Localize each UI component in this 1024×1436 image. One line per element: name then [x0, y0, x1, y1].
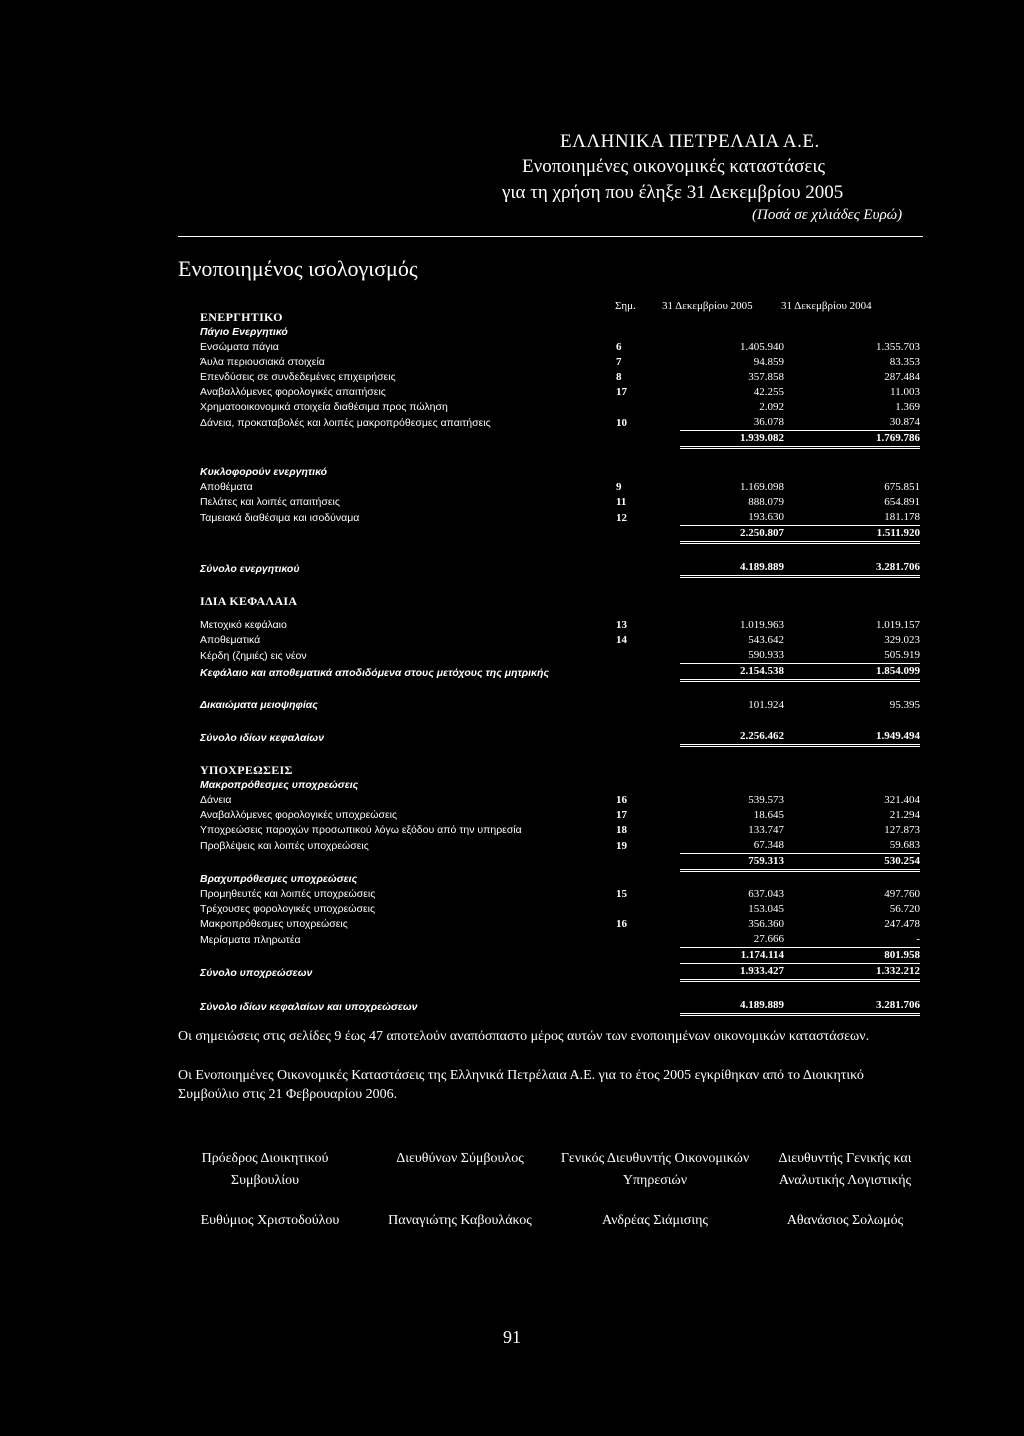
row-value-2004: 21.294 — [889, 809, 920, 821]
signature-title-4: Διευθυντής Γενικής και Αναλυτικής Λογιστικής — [778, 1151, 912, 1188]
row-value-2005: 193.630 — [680, 510, 794, 526]
balance-sheet-table — [200, 310, 920, 1016]
row-value-2004: 56.720 — [889, 903, 920, 915]
row-note: 16 — [616, 918, 627, 930]
report-title: Ενοποιημένες οικονομικές καταστάσεις — [522, 156, 825, 177]
row-value-2004 — [794, 778, 920, 793]
table-row — [200, 729, 920, 746]
row-value-2005: 2.154.538 — [680, 664, 794, 681]
row-value-2005: 133.747 — [748, 824, 784, 836]
table-row — [200, 854, 920, 871]
row-value-2004: 1.769.786 — [794, 431, 920, 448]
row-note: 15 — [616, 888, 627, 900]
table-row — [200, 633, 920, 648]
row-note — [616, 778, 680, 793]
row-value-2005: 153.045 — [748, 903, 784, 915]
row-label — [200, 854, 616, 871]
row-label: Μετοχικό κεφάλαιο — [200, 619, 287, 631]
row-value-2005: 356.360 — [748, 918, 784, 930]
row-label: Κέρδη (ζημιές) εις νέον — [200, 649, 307, 662]
row-label: Σύνολο ενεργητικού — [200, 562, 300, 575]
row-value-2005: 2.250.807 — [680, 526, 794, 543]
table-row — [200, 664, 920, 681]
row-value-2005: 1.169.098 — [740, 481, 784, 493]
row-label: Κυκλοφορούν ενεργητικό — [200, 466, 328, 478]
row-value-2005: 888.079 — [748, 496, 784, 508]
col-header-note: Σημ. — [615, 300, 636, 312]
row-note — [616, 948, 680, 964]
row-value-2005: 1.939.082 — [680, 431, 794, 448]
row-value-2005: 18.645 — [753, 809, 784, 821]
row-note — [616, 465, 680, 480]
row-label: ΕΝΕΡΓΗΤΙΚΟ — [200, 310, 283, 324]
row-label — [200, 948, 616, 964]
row-value-2005: 1.933.427 — [680, 964, 794, 981]
signature-name-1: Ευθύμιος Χριστοδούλου — [200, 1213, 340, 1228]
row-value-2004: 287.484 — [884, 371, 920, 383]
header-divider — [178, 236, 923, 237]
row-note — [616, 560, 680, 577]
row-note: 6 — [616, 341, 622, 353]
notes-paragraph-1: Οι σημειώσεις στις σελίδες 9 έως 47 αποτελούν αναπόσπαστο μέρος αυτών των ενοποιημένων οικονομικών καταστάσεων. — [178, 1029, 870, 1044]
row-value-2004 — [794, 763, 920, 778]
table-row — [200, 964, 920, 981]
table-row — [200, 778, 920, 793]
row-note: 19 — [616, 839, 627, 852]
row-value-2004 — [794, 465, 920, 480]
table-row — [200, 823, 920, 838]
row-value-2004 — [794, 871, 920, 888]
row-note — [616, 400, 680, 415]
balance-sheet-title: Ενοποιημένος ισολογισμός — [178, 256, 418, 281]
row-label: Χρηματοοικονομικά στοιχεία διαθέσιμα προς πώληση — [200, 401, 448, 413]
row-value-2005: 1.174.114 — [680, 948, 794, 964]
table-row — [200, 310, 920, 325]
row-value-2005 — [680, 871, 794, 888]
row-value-2005: 1.019.963 — [740, 619, 784, 631]
table-row — [200, 510, 920, 526]
row-value-2005: 590.933 — [680, 648, 794, 664]
row-label: Δικαιώματα μειοψηφίας — [200, 699, 318, 711]
row-label: Μακροπρόθεσμες υποχρεώσεις — [200, 918, 348, 930]
row-label: Αποθεματικά — [200, 634, 261, 646]
row-value-2005: 94.859 — [753, 356, 784, 368]
row-note — [616, 648, 680, 664]
table-row — [200, 400, 920, 415]
row-note: 14 — [616, 634, 627, 646]
row-label: Μακροπρόθεσμες υποχρεώσεις — [200, 779, 359, 791]
row-value-2005: 543.642 — [748, 634, 784, 646]
row-value-2004: 1.949.494 — [794, 729, 920, 746]
company-name: ΕΛΛΗΝΙΚΑ ΠΕΤΡΕΛΑΙΑ Α.Ε. — [560, 131, 820, 152]
row-value-2005: 27.666 — [680, 932, 794, 948]
row-label: Τρέχουσες φορολογικές υποχρεώσεις — [200, 903, 376, 915]
col-header-2004: 31 Δεκεμβρίου 2004 — [781, 300, 872, 312]
page-number: 91 — [503, 1327, 521, 1347]
table-row — [200, 998, 920, 1015]
row-value-2005 — [680, 763, 794, 778]
row-value-2004: 530.254 — [794, 854, 920, 871]
signature-name-2: Παναγιώτης Καβουλάκος — [388, 1213, 532, 1228]
row-note: 7 — [616, 356, 622, 368]
row-value-2004: 3.281.706 — [794, 998, 920, 1015]
table-row — [200, 370, 920, 385]
row-value-2005: 1.405.940 — [740, 341, 784, 353]
table-row — [200, 648, 920, 664]
row-note: 9 — [616, 481, 622, 493]
signature-title-1: Πρόεδρος Διοικητικού Συμβουλίου — [201, 1151, 329, 1188]
row-note: 8 — [616, 371, 622, 383]
row-value-2004: 1.369 — [895, 401, 920, 413]
table-row — [200, 495, 920, 510]
row-value-2005: 36.078 — [680, 415, 794, 431]
table-row — [200, 355, 920, 370]
row-label: Προβλέψεις και λοιπές υποχρεώσεις — [200, 839, 369, 852]
row-note: 12 — [616, 511, 627, 524]
table-row — [200, 385, 920, 400]
row-value-2004: - — [794, 932, 920, 948]
table-row — [200, 594, 920, 609]
row-note: 13 — [616, 619, 627, 631]
row-value-2004: 83.353 — [889, 356, 920, 368]
table-row — [200, 431, 920, 448]
table-row — [200, 902, 920, 917]
row-note: 11 — [616, 496, 627, 508]
row-label: Μερίσματα πληρωτέα — [200, 933, 301, 946]
row-value-2004: 127.873 — [884, 824, 920, 836]
table-row — [200, 763, 920, 778]
signature-title-2: Διευθύνων Σύμβουλος — [396, 1151, 524, 1166]
row-value-2004: 321.404 — [884, 794, 920, 806]
table-row — [200, 526, 920, 543]
row-value-2005: 67.348 — [680, 838, 794, 854]
row-value-2005: 4.189.889 — [680, 560, 794, 577]
row-value-2005: 4.189.889 — [680, 998, 794, 1015]
row-label: Επενδύσεις σε συνδεδεμένες επιχειρήσεις — [200, 371, 396, 383]
row-label: Προμηθευτές και λοιπές υποχρεώσεις — [200, 888, 376, 900]
row-value-2005: 759.313 — [680, 854, 794, 871]
row-value-2004: 675.851 — [884, 481, 920, 493]
table-row — [200, 917, 920, 932]
row-label: ΙΔΙΑ ΚΕΦΑΛΑΙΑ — [200, 594, 298, 608]
table-row — [200, 480, 920, 495]
row-value-2004: 505.919 — [794, 648, 920, 664]
row-label: Βραχυπρόθεσμες υποχρεώσεις — [200, 873, 358, 885]
row-label — [200, 526, 616, 543]
row-note — [616, 964, 680, 981]
table-row — [200, 932, 920, 948]
row-label: ΥΠΟΧΡΕΩΣΕΙΣ — [200, 763, 293, 777]
table-row — [200, 415, 920, 431]
table-row — [200, 793, 920, 808]
row-value-2004: 247.478 — [884, 918, 920, 930]
signature-name-4: Αθανάσιος Σολωμός — [786, 1213, 904, 1228]
table-row — [200, 698, 920, 713]
row-note: 17 — [616, 809, 627, 821]
row-value-2005: 2.256.462 — [680, 729, 794, 746]
row-label: Αναβαλλόμενες φορολογικές απαιτήσεις — [200, 386, 386, 398]
row-value-2004: 181.178 — [794, 510, 920, 526]
table-row — [200, 325, 920, 340]
row-note: 17 — [616, 386, 627, 398]
row-value-2004: 59.683 — [794, 838, 920, 854]
row-note — [616, 325, 680, 340]
table-row — [200, 838, 920, 854]
table-row — [200, 560, 920, 577]
row-value-2004 — [794, 310, 920, 325]
row-note — [616, 763, 680, 778]
row-label: Δάνεια, προκαταβολές και λοιπές μακροπρόθεσμες απαιτήσεις — [200, 416, 491, 429]
row-value-2004 — [794, 325, 920, 340]
notes-paragraph-2: Οι Ενοποιημένες Οικονομικές Καταστάσεις της Ελληνικά Πετρέλαια Α.Ε. για το έτος 2005 εγκρίθηκαν από το Διοικητικό Συμβούλιο στις 21 Φεβρουαρίου 2006. — [178, 1068, 864, 1102]
row-value-2005 — [680, 310, 794, 325]
row-value-2004: 1.332.212 — [794, 964, 920, 981]
units-note: (Ποσά σε χιλιάδες Ευρώ) — [752, 207, 903, 223]
row-note — [616, 998, 680, 1015]
row-value-2004: 1.511.920 — [794, 526, 920, 543]
table-row — [200, 340, 920, 355]
row-note — [616, 594, 680, 609]
row-value-2004: 801.958 — [794, 948, 920, 964]
row-note — [616, 698, 680, 713]
table-row — [200, 948, 920, 964]
row-note — [616, 526, 680, 543]
row-note — [616, 902, 680, 917]
row-note: 10 — [616, 416, 627, 429]
row-label: Ενσώματα πάγια — [200, 341, 279, 353]
row-value-2004: 497.760 — [884, 888, 920, 900]
row-value-2004: 95.395 — [889, 699, 920, 711]
row-label: Ταμειακά διαθέσιμα και ισοδύναμα — [200, 511, 360, 524]
row-note — [616, 729, 680, 746]
row-label: Αποθέματα — [200, 481, 253, 493]
report-period: για τη χρήση που έληξε 31 Δεκεμβρίου 2005 — [502, 182, 844, 203]
row-label: Υποχρεώσεις παροχών προσωπικού λόγω εξόδου από την υπηρεσία — [200, 824, 522, 836]
row-value-2004: 1.019.157 — [876, 619, 920, 631]
row-value-2005 — [680, 594, 794, 609]
signature-title-3: Γενικός Διευθυντής Οικονομικών Υπηρεσιών — [560, 1151, 750, 1188]
row-value-2004: 329.023 — [884, 634, 920, 646]
row-value-2005 — [680, 465, 794, 480]
row-label: Αναβαλλόμενες φορολογικές υποχρεώσεις — [200, 809, 398, 821]
row-value-2005: 637.043 — [748, 888, 784, 900]
col-header-2005: 31 Δεκεμβρίου 2005 — [662, 300, 753, 312]
row-note — [616, 871, 680, 888]
table-row — [200, 808, 920, 823]
row-value-2005 — [680, 778, 794, 793]
row-value-2005 — [680, 325, 794, 340]
row-label: Σύνολο υποχρεώσεων — [200, 966, 313, 979]
row-note — [616, 854, 680, 871]
row-value-2005: 539.573 — [748, 794, 784, 806]
row-note: 16 — [616, 794, 627, 806]
row-value-2004: 654.891 — [884, 496, 920, 508]
row-value-2004: 11.003 — [890, 386, 920, 398]
row-label: Κεφάλαιο και αποθεματικά αποδιδόμενα στους μετόχους της μητρικής — [200, 666, 549, 679]
row-label: Σύνολο ιδίων κεφαλαίων και υποχρεώσεων — [200, 1000, 418, 1013]
row-value-2005: 42.255 — [753, 386, 784, 398]
row-label — [200, 431, 616, 448]
row-label: Άυλα περιουσιακά στοιχεία — [200, 356, 325, 368]
row-value-2004: 1.854.099 — [794, 664, 920, 681]
row-value-2004: 30.874 — [794, 415, 920, 431]
row-note: 18 — [616, 824, 627, 836]
row-value-2004: 1.355.703 — [876, 341, 920, 353]
table-row — [200, 465, 920, 480]
table-row — [200, 887, 920, 902]
row-value-2005: 2.092 — [759, 401, 784, 413]
row-note — [616, 932, 680, 948]
row-value-2005: 101.924 — [748, 699, 784, 711]
signature-name-3: Ανδρέας Σιάμισιης — [602, 1213, 708, 1228]
row-label: Δάνεια — [200, 794, 232, 806]
table-row — [200, 618, 920, 633]
row-label: Πάγιο Ενεργητικό — [200, 326, 288, 338]
row-label: Σύνολο ιδίων κεφαλαίων — [200, 731, 325, 744]
row-value-2004: 3.281.706 — [794, 560, 920, 577]
row-value-2004 — [794, 594, 920, 609]
table-row — [200, 871, 920, 888]
row-value-2005: 357.858 — [748, 371, 784, 383]
row-note — [616, 664, 680, 681]
row-note — [616, 310, 680, 325]
row-note — [616, 431, 680, 448]
row-label: Πελάτες και λοιπές απαιτήσεις — [200, 496, 340, 508]
